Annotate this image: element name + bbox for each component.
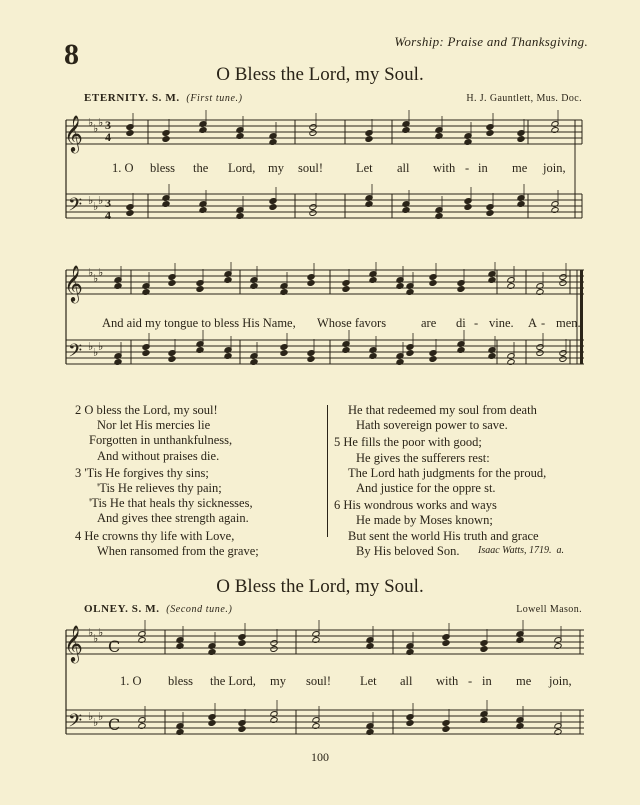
stanzas-left-column bbox=[75, 403, 315, 559]
lyric-hyphen: - bbox=[474, 316, 479, 330]
stanza-line: 'Tis He relieves thy pain; bbox=[97, 481, 222, 496]
note-head bbox=[307, 280, 315, 287]
common-time-icon: C bbox=[108, 637, 121, 656]
note-head bbox=[162, 136, 170, 143]
lyric-word: me bbox=[516, 674, 532, 688]
flat-icon: ♭ bbox=[93, 632, 99, 645]
note-head bbox=[269, 204, 277, 211]
lyric-word: di bbox=[456, 316, 466, 330]
lyric-word: all bbox=[397, 161, 410, 175]
stanza-line: He gives the sufferers rest: bbox=[356, 450, 490, 465]
note-head bbox=[309, 130, 317, 137]
flat-icon: ♭ bbox=[88, 194, 94, 207]
bass-clef-icon: 𝄢 bbox=[68, 711, 83, 736]
stanza-line: And justice for the oppre st. bbox=[356, 481, 496, 496]
note-head bbox=[196, 286, 204, 293]
hymn2-title: O Bless the Lord, my Soul. bbox=[216, 576, 424, 597]
lyric-word: with bbox=[436, 674, 459, 688]
stanzas-right-column bbox=[334, 403, 604, 559]
note-head bbox=[480, 646, 488, 653]
lyric-word: Let bbox=[356, 161, 373, 175]
stanza-line: But sent the world His truth and grace bbox=[348, 528, 539, 543]
note-head bbox=[309, 210, 317, 217]
flat-icon: ♭ bbox=[98, 626, 104, 639]
stanza-line: Nor let His mercies lie bbox=[97, 418, 211, 433]
column-divider bbox=[327, 405, 328, 537]
note-head bbox=[442, 726, 450, 733]
stanza-line: 'Tis He forgives thy sins; bbox=[84, 465, 209, 480]
hymn2-composer: Lowell Mason. bbox=[516, 604, 582, 615]
flat-icon: ♭ bbox=[93, 346, 99, 359]
section-heading: Worship: Praise and Thanksgiving. bbox=[394, 34, 588, 49]
author-mark: a. bbox=[556, 545, 565, 556]
lyric-word: 1. O bbox=[120, 674, 142, 688]
lyric-word: Lord, bbox=[228, 161, 256, 175]
hymn1-tune-name: ETERNITY. S. M. bbox=[84, 92, 180, 104]
lyric-word: are bbox=[421, 316, 437, 330]
note-head bbox=[457, 286, 465, 293]
hymn2-tune-name: OLNEY. S. M. bbox=[84, 603, 160, 615]
note-head bbox=[307, 356, 315, 363]
stanza-line: And gives thee strength again. bbox=[97, 511, 249, 526]
lyric-phrase: Whose favors bbox=[317, 316, 387, 330]
note-head bbox=[238, 726, 246, 733]
note-head bbox=[442, 640, 450, 647]
lyric-word: join, bbox=[549, 674, 572, 688]
stanza-3 bbox=[75, 466, 315, 527]
stanza-line: When ransomed from the grave; bbox=[97, 543, 259, 558]
flat-icon: ♭ bbox=[93, 272, 99, 285]
flat-icon: ♭ bbox=[98, 710, 104, 723]
note-head bbox=[486, 210, 494, 217]
time-signature: 4 bbox=[105, 208, 111, 222]
lyric-hyphen: - bbox=[468, 674, 473, 688]
lyric-word: all bbox=[400, 674, 413, 688]
lyric-word: men. bbox=[556, 316, 581, 330]
note-head bbox=[168, 280, 176, 287]
lyric-word: soul! bbox=[306, 674, 331, 688]
lyric-word: the bbox=[193, 161, 209, 175]
stanza-line: He made by Moses known; bbox=[356, 513, 493, 528]
lyric-word: bless bbox=[150, 161, 175, 175]
note-head bbox=[406, 720, 414, 727]
stanza-4-continued bbox=[334, 403, 604, 433]
stanza-line: He crowns thy life with Love, bbox=[84, 528, 235, 543]
stanza-line: O bless the Lord, my soul! bbox=[84, 403, 218, 417]
hymn1-composer: H. J. Gauntlett, Mus. Doc. bbox=[466, 93, 582, 104]
flat-icon: ♭ bbox=[93, 200, 99, 213]
lyric-word: vine. bbox=[489, 316, 514, 330]
note-head bbox=[486, 130, 494, 137]
flat-icon: ♭ bbox=[88, 116, 94, 129]
flat-icon: ♭ bbox=[93, 122, 99, 135]
stanza-number: 2 bbox=[75, 403, 82, 417]
time-signature: 4 bbox=[105, 130, 111, 144]
hymn2-tune bbox=[84, 603, 232, 615]
bass-clef-icon: 𝄢 bbox=[68, 341, 83, 366]
stanza-number: 5 bbox=[334, 435, 341, 450]
flat-icon: ♭ bbox=[88, 626, 94, 639]
flat-icon: ♭ bbox=[98, 116, 104, 129]
time-signature: 3 bbox=[105, 196, 111, 210]
note-head bbox=[559, 356, 567, 363]
note-head bbox=[126, 210, 134, 217]
note-head bbox=[559, 280, 567, 287]
bass-clef-icon: 𝄢 bbox=[68, 195, 83, 220]
note-head bbox=[464, 204, 472, 211]
note-head bbox=[365, 136, 373, 143]
flat-icon: ♭ bbox=[88, 340, 94, 353]
lyric-word: soul! bbox=[298, 161, 323, 175]
note-head bbox=[429, 280, 437, 287]
stanza-4 bbox=[75, 529, 315, 559]
stanza-line: And without praises die. bbox=[97, 448, 220, 463]
lyric-word: 1. O bbox=[112, 161, 134, 175]
stanza-line: He that redeemed my soul from death bbox=[348, 403, 537, 417]
lyric-word: in bbox=[478, 161, 488, 175]
stanza-line: The Lord hath judgments for the proud, bbox=[348, 465, 547, 480]
lyric-word: my bbox=[268, 161, 284, 175]
note-head bbox=[270, 646, 278, 653]
lyric-hyphen: - bbox=[465, 161, 470, 175]
hymn1-tune bbox=[84, 92, 243, 104]
note-head bbox=[429, 356, 437, 363]
lyric-word: with bbox=[433, 161, 456, 175]
note-head bbox=[208, 720, 216, 727]
time-signature: 3 bbox=[105, 118, 111, 132]
lyric-word: join, bbox=[543, 161, 566, 175]
lyric-word: A bbox=[528, 316, 538, 330]
lyric-hyphen: - bbox=[541, 316, 546, 330]
stanza-number: 3 bbox=[75, 465, 82, 480]
hymn1-title: O Bless the Lord, my Soul. bbox=[216, 64, 424, 85]
note-head bbox=[280, 350, 288, 357]
stanza-number: 6 bbox=[334, 498, 341, 513]
flat-icon: ♭ bbox=[93, 716, 99, 729]
flat-icon: ♭ bbox=[98, 266, 104, 279]
treble-clef-icon: 𝄞 bbox=[64, 114, 83, 152]
flat-icon: ♭ bbox=[98, 194, 104, 207]
note-head bbox=[517, 136, 525, 143]
page-number: 100 bbox=[311, 750, 329, 764]
note-head bbox=[238, 640, 246, 647]
stanza-line: By His beloved Son. bbox=[356, 543, 460, 558]
lyric-word: my bbox=[270, 674, 286, 688]
stanza-line: His wondrous works and ways bbox=[343, 498, 497, 513]
lyric-word: me bbox=[512, 161, 528, 175]
note-head bbox=[342, 286, 350, 293]
stanza-line: He fills the poor with good; bbox=[343, 435, 482, 450]
lyric-phrase: And aid my tongue to bless His Name, bbox=[102, 316, 296, 330]
stanza-line: Forgotten in unthankfulness, bbox=[89, 433, 233, 448]
flat-icon: ♭ bbox=[88, 266, 94, 279]
hymn-number: 8 bbox=[64, 38, 79, 71]
lyric-word: Let bbox=[360, 674, 377, 688]
lyric-word: bless bbox=[168, 674, 193, 688]
note-head bbox=[126, 130, 134, 137]
hymn1-tune-note: (First tune.) bbox=[186, 93, 243, 104]
common-time-icon: C bbox=[108, 715, 121, 734]
flat-icon: ♭ bbox=[88, 710, 94, 723]
stanza-number: 4 bbox=[75, 528, 82, 543]
lyric-word: in bbox=[482, 674, 492, 688]
note-head bbox=[406, 350, 414, 357]
note-head bbox=[142, 350, 150, 357]
flat-icon: ♭ bbox=[98, 340, 104, 353]
treble-clef-icon: 𝄞 bbox=[64, 264, 83, 302]
author-name: Isaac Watts, 1719. bbox=[478, 545, 552, 556]
treble-clef-icon: 𝄞 bbox=[64, 624, 83, 662]
hymn2-tune-note: (Second tune.) bbox=[166, 604, 233, 615]
note-head bbox=[168, 356, 176, 363]
stanza-line: 'Tis He that heals thy sicknesses, bbox=[89, 496, 253, 511]
note-head bbox=[536, 350, 544, 357]
hymn1-author bbox=[478, 545, 564, 556]
lyric-word: the Lord, bbox=[210, 674, 256, 688]
stanza-5 bbox=[334, 435, 604, 496]
stanza-2 bbox=[75, 403, 315, 464]
stanza-line: Hath sovereign power to save. bbox=[356, 418, 508, 433]
